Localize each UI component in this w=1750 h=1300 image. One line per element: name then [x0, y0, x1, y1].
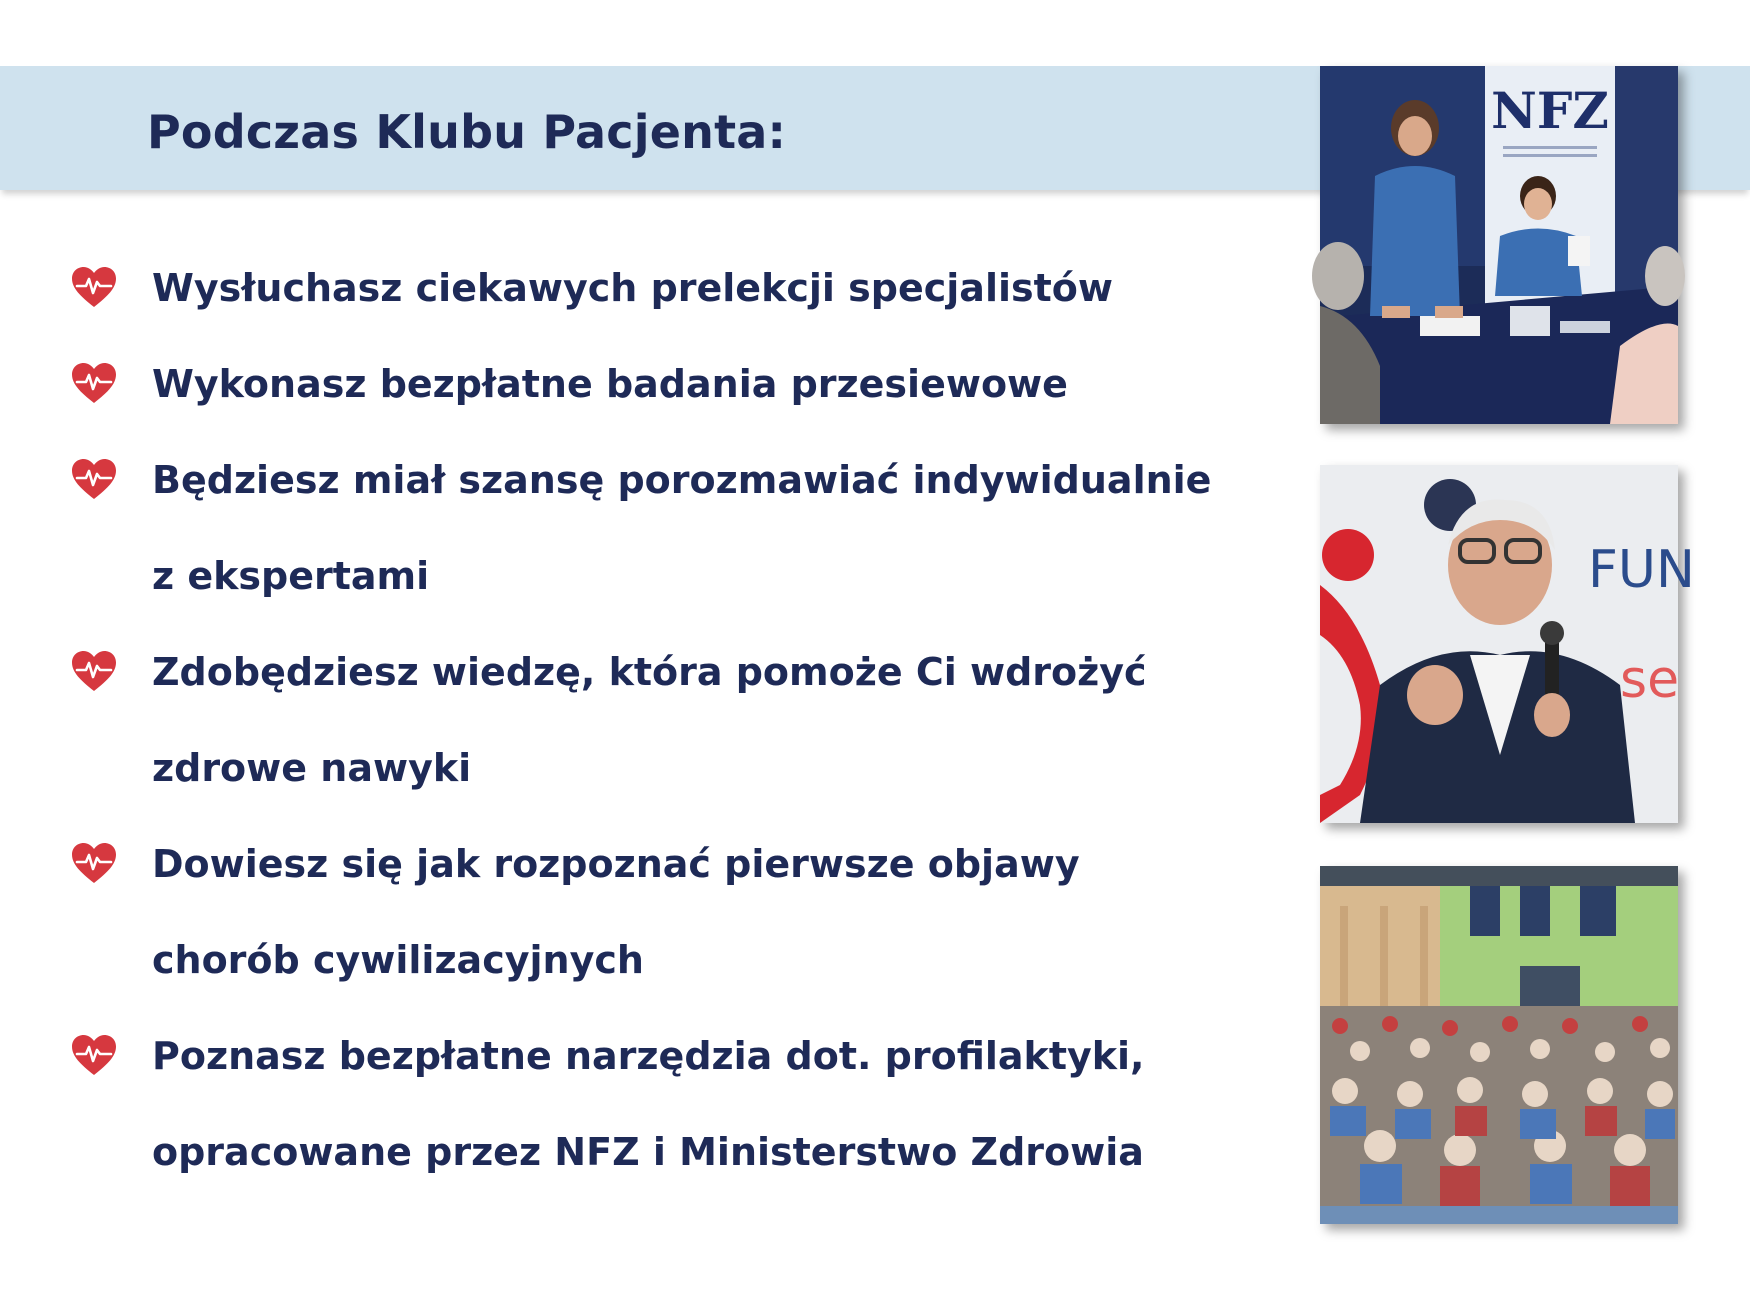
heart-pulse-icon — [70, 361, 118, 405]
list-item-text-continued: zdrowe nawyki — [152, 746, 472, 790]
list-item — [70, 240, 1290, 336]
backdrop-text-2: se — [1620, 650, 1680, 710]
heart-pulse-icon — [70, 1033, 118, 1077]
list-item-text: Dowiesz się jak rozpoznać pierwsze objawy — [152, 842, 1080, 886]
list-item-text: Poznasz bezpłatne narzędzia dot. profilaktyki, — [152, 1034, 1145, 1078]
list-item-text: Będziesz miał szansę porozmawiać indywidualnie — [152, 458, 1212, 502]
list-item-text: Wysłuchasz ciekawych prelekcji specjalistów — [152, 266, 1113, 310]
list-item-text: Zdobędziesz wiedzę, która pomoże Ci wdrożyć — [152, 650, 1147, 694]
backdrop-text: FUN — [1588, 540, 1695, 600]
heart-pulse-icon — [70, 457, 118, 501]
list-item-text: Wykonasz bezpłatne badania przesiewowe — [152, 362, 1068, 406]
list-item-text-continued: opracowane przez NFZ i Ministerstwo Zdrowia — [152, 1130, 1144, 1174]
list-item — [70, 432, 1290, 624]
list-item — [70, 336, 1290, 432]
heart-pulse-icon — [70, 265, 118, 309]
photo-audience — [1320, 866, 1678, 1224]
benefits-list — [70, 240, 1290, 1200]
photo-screening-table — [1320, 66, 1678, 424]
list-item — [70, 1008, 1290, 1200]
list-item — [70, 624, 1290, 816]
heart-pulse-icon — [70, 649, 118, 693]
heart-pulse-icon — [70, 841, 118, 885]
list-item-text-continued: z ekspertami — [152, 554, 430, 598]
photo-speaker — [1320, 465, 1695, 823]
page-title: Podczas Klubu Pacjenta: — [147, 105, 787, 159]
list-item — [70, 816, 1290, 1008]
list-item-text-continued: chorób cywilizacyjnych — [152, 938, 644, 982]
nfz-banner-text: NFZ — [1491, 81, 1609, 140]
